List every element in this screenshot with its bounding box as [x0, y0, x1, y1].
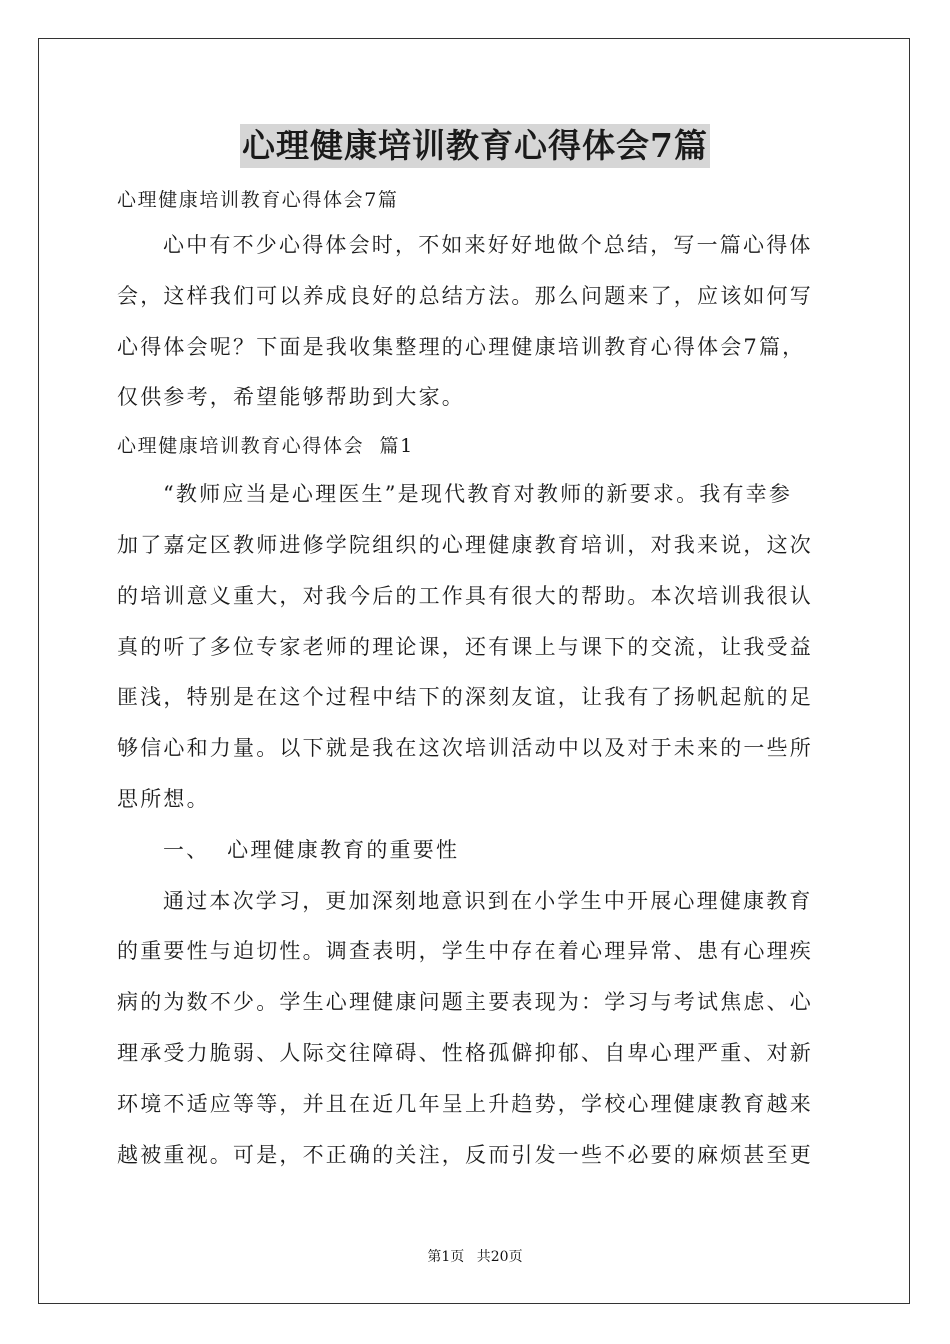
paragraph-line: 理承受力脆弱、人际交往障碍、性格孤僻抑郁、自卑心理严重、对新: [117, 1040, 813, 1065]
intro-line: 心得体会呢？下面是我收集整理的心理健康培训教育心得体会7篇，: [117, 334, 806, 359]
section-heading: 心理健康培训教育心得体会 篇1: [117, 435, 414, 458]
document-subtitle: 心理健康培训教育心得体会7篇: [117, 189, 399, 211]
paragraph-line: 越被重视。可是，不正确的关注，反而引发一些不必要的麻烦甚至更: [117, 1142, 813, 1167]
paragraph-line: 加了嘉定区教师进修学院组织的心理健康教育培训，对我来说，这次: [117, 532, 813, 557]
paragraph-line: 环境不适应等等，并且在近几年呈上升趋势，学校心理健康教育越来: [117, 1091, 813, 1116]
document-title: 心理健康培训教育心得体会7篇: [240, 124, 710, 168]
paragraph-line: “教师应当是心理医生”是现代教育对教师的新要求。我有幸参: [163, 482, 793, 507]
intro-line: 心中有不少心得体会时，不如来好好地做个总结，写一篇心得体: [163, 233, 813, 257]
title-container: [0, 124, 950, 168]
paragraph-line: 思所想。: [117, 786, 210, 811]
page-number: 第1页: [427, 1249, 465, 1265]
subheading: 一、 心理健康教育的重要性: [163, 837, 460, 862]
document-body: [117, 180, 833, 1180]
paragraph-line: 的培训意义重大，对我今后的工作具有很大的帮助。本次培训我很认: [117, 583, 813, 608]
paragraph-line: 病的为数不少。学生心理健康问题主要表现为：学习与考试焦虑、心: [117, 990, 813, 1015]
paragraph-line: 真的听了多位专家老师的理论课，还有课上与课下的交流，让我受益: [117, 634, 813, 659]
page-total: 共20页: [476, 1249, 523, 1265]
intro-line: 会，这样我们可以养成良好的总结方法。那么问题来了，应该如何写: [117, 283, 813, 308]
paragraph-line: 通过本次学习，更加深刻地意识到在小学生中开展心理健康教育: [163, 888, 813, 913]
paragraph-line: 够信心和力量。以下就是我在这次培训活动中以及对于未来的一些所: [117, 736, 813, 761]
paragraph-line: 的重要性与迫切性。调查表明，学生中存在着心理异常、患有心理疾: [117, 939, 813, 964]
paragraph-line: 匪浅，特别是在这个过程中结下的深刻友谊，让我有了扬帆起航的足: [117, 685, 813, 710]
intro-line: 仅供参考，希望能够帮助到大家。: [117, 385, 465, 410]
page-footer: [0, 1246, 950, 1266]
